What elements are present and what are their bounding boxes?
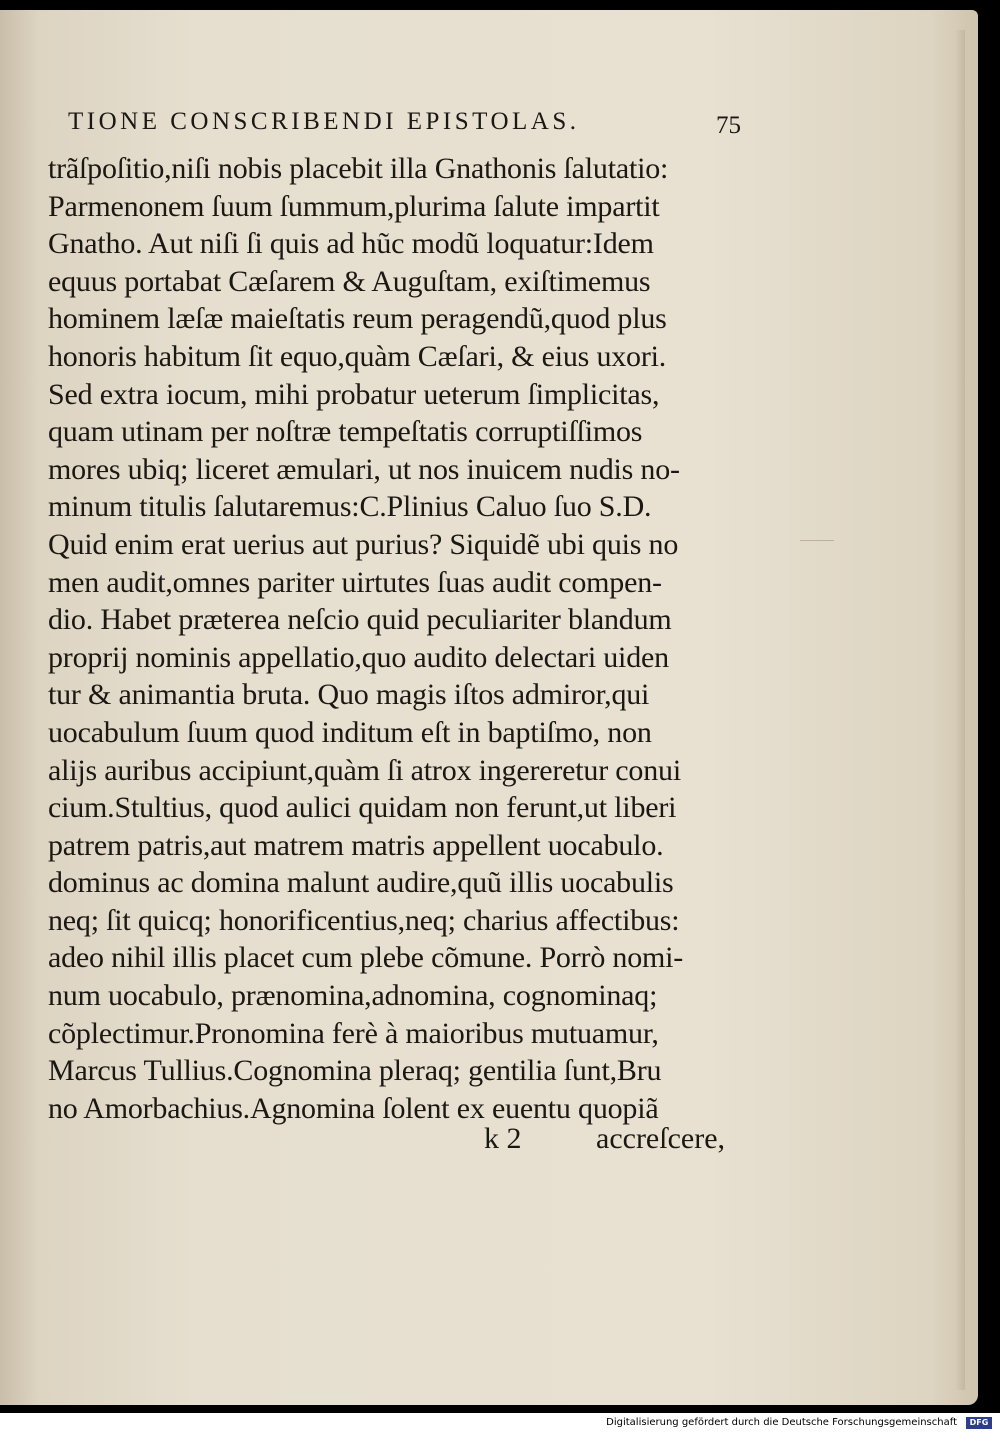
text-line: patrem patris,aut matrem matris appellent uocabulo. [48,828,664,862]
funding-credit: Digitalisierung gefördert durch die Deutsche Forschungsgemeinschaft [603,1416,960,1430]
text-line: dio. Habet præterea neſcio quid peculiariter blandum [48,603,672,637]
text-line: num uocabulo, prænomina,adnomina, cognominaq; [48,979,658,1013]
paper-mark [800,540,834,541]
text-line: men audit,omnes pariter uirtutes ſuas audit compen- [48,565,662,599]
text-line: honoris habitum ſit equo,quàm Cæſari, & eius uxori. [48,339,667,373]
text-line: Sed extra iocum, mihi probatur ueterum ſimplicitas, [48,377,660,411]
text-line: dominus ac domina malunt audire,quũ illis uocabulis [48,866,674,900]
text-line: quam utinam per noſtræ tempeſtatis corruptiſſimos [48,415,643,449]
page-number: 75 [716,112,741,139]
text-line: Parmenonem ſuum ſummum,plurima ſalute impartit [48,189,660,223]
text-block [48,150,738,1127]
text-line: Marcus Tullius.Cognomina pleraq; gentilia ſunt,Bru [48,1054,662,1088]
text-line: neq; ſit quicq; honorificentius,neq; charius affectibus: [48,903,680,937]
running-head: TIONE CONSCRIBENDI EPISTOLAS. [68,108,580,135]
text-line: hominem læſæ maieſtatis reum peragendũ,quod plus [48,302,667,336]
text-line: no Amorbachius.Agnomina ſolent ex euentu quopiã [48,1091,659,1125]
text-line: cõplectimur.Pronomina ferè à maioribus mutuamur, [48,1016,659,1050]
text-line: proprij nominis appellatio,quo audito delectari uiden [48,640,669,674]
text-line: adeo nihil illis placet cum plebe cõmune. Porrò nomi- [48,941,684,975]
text-line: mores ubiq; liceret æmulari, ut nos inuicem nudis no- [48,452,680,486]
text-line: minum titulis ſalutaremus:C.Plinius Caluo ſuo S.D. [48,490,652,524]
dfg-logo-icon: DFG [966,1417,992,1429]
signature-mark: k 2 [484,1122,522,1155]
text-line: alijs auribus accipiunt,quàm ſi atrox ingereretur conui [48,753,681,787]
catchword: accreſcere, [596,1122,726,1155]
signature-line [48,1122,728,1162]
text-line: uocabulum ſuum quod inditum eſt in baptiſmo, non [48,715,652,749]
text-line: trãſpoſitio,niſi nobis placebit illa Gnathonis ſalutatio: [48,152,669,185]
text-line: equus portabat Cæſarem & Auguſtam, exiſtimemus [48,264,651,298]
text-line: Gnatho. Aut niſi ſi quis ad hũc modũ loquatur:Idem [48,227,654,261]
text-line: tur & animantia bruta. Quo magis iſtos admiror,qui [48,678,650,712]
text-line: Quid enim erat uerius aut purius? Siquidẽ ubi quis no [48,527,679,561]
text-line: cium.Stultius, quod aulici quidam non ferunt,ut liberi [48,791,677,825]
leaf-edge-shadow [955,30,965,1390]
